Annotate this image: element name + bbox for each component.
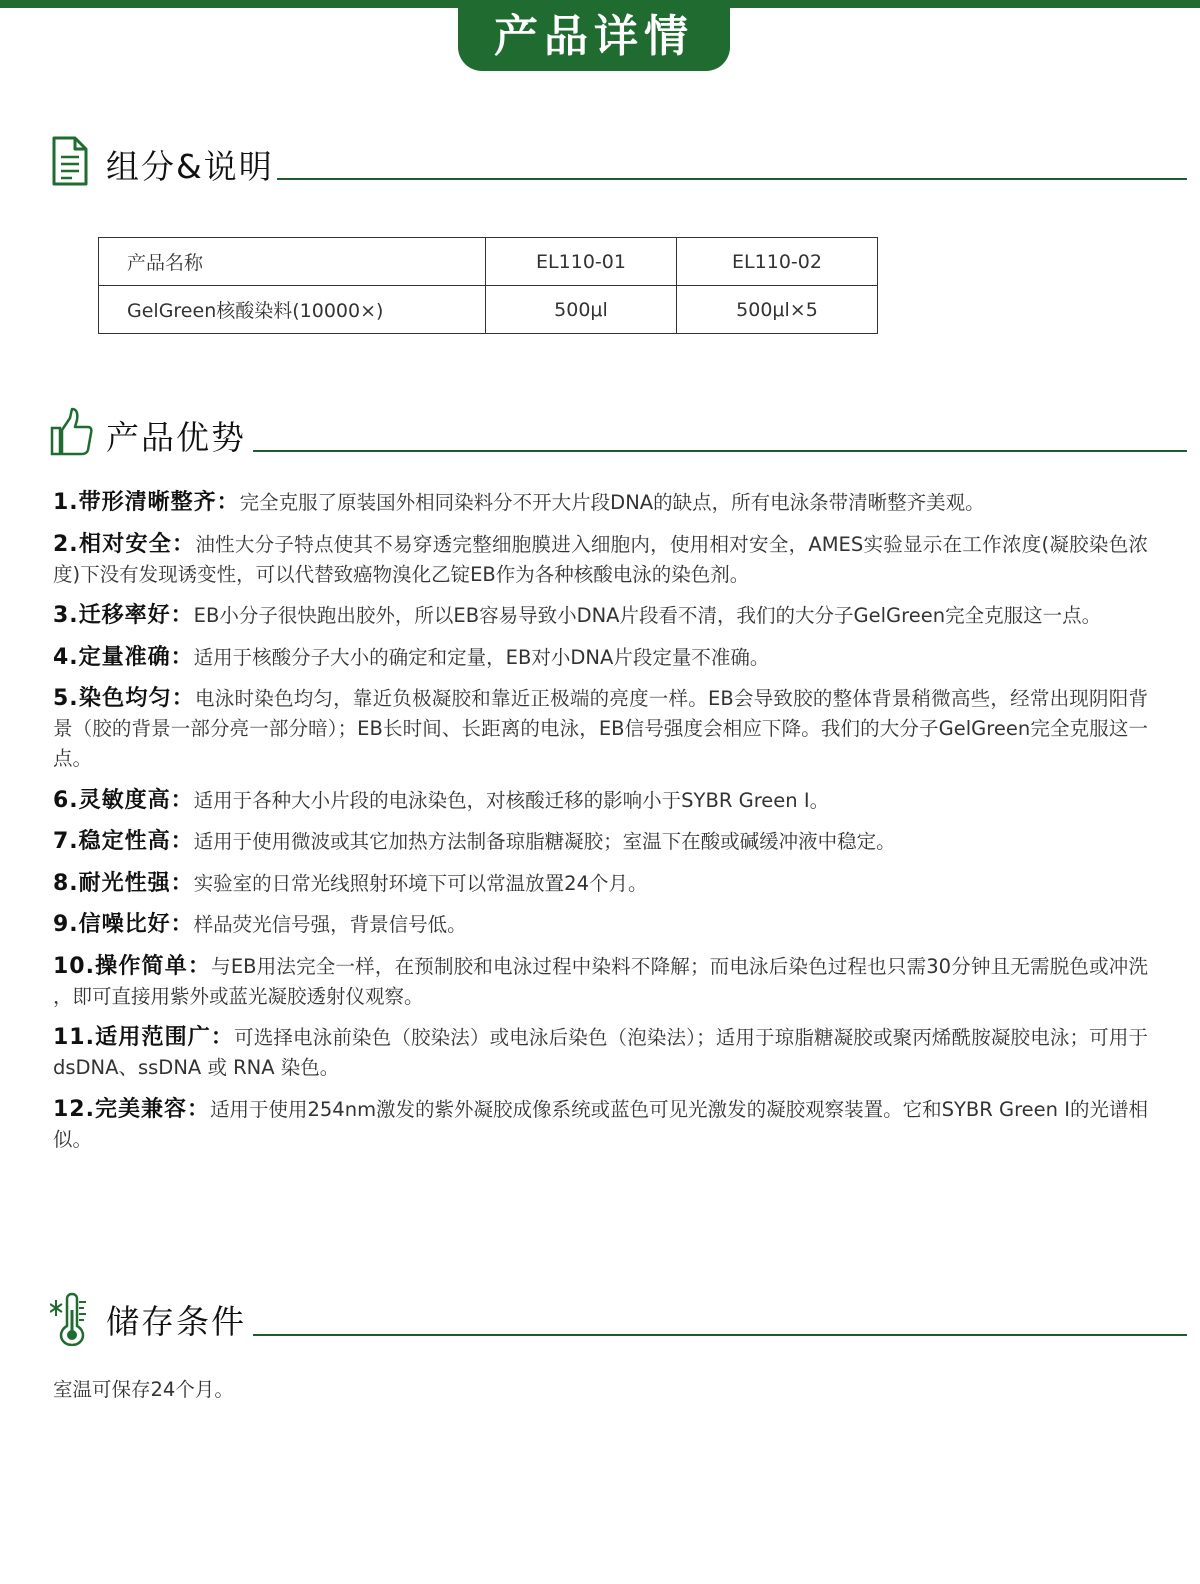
advantage-label: 2.相对安全： (53, 531, 196, 557)
section-divider (253, 450, 1187, 452)
advantage-text: 适用于使用微波或其它加热方法制备琼脂糖凝胶；室温下在酸或碱缓冲液中稳定。 (193, 830, 896, 853)
advantage-label: 9.信噪比好： (53, 912, 194, 937)
advantage-text: 适用于各种大小片段的电泳染色，对核酸迁移的影响小于SYBR Green I。 (193, 788, 830, 812)
section-header-components (50, 135, 1187, 195)
table-header-row (99, 238, 878, 286)
advantage-text: 适用于使用254nm激发的紫外凝胶成像系统或蓝色可见光激发的凝胶观察装置。它和SYBR Green I的光谱相似。 (53, 1097, 1148, 1151)
table-header-cell: 产品名称 (99, 238, 486, 286)
list-item (53, 601, 1148, 631)
advantage-text: 油性大分子特点使其不易穿透完整细胞膜进入细胞内，使用相对安全，AMES实验显示在工作浓度(凝胶染色浓度)下没有发现诱变性，可以代替致癌物溴化乙锭EB作为各种核酸电泳的染色剂。 (53, 532, 1148, 586)
advantage-text: 实验室的日常光线照射环境下可以常温放置24个月。 (193, 871, 648, 895)
table-cell: GelGreen核酸染料(10000×) (99, 286, 486, 334)
list-item (53, 1095, 1148, 1155)
advantage-label: 8.耐光性强： (53, 870, 194, 896)
advantage-text: 可选择电泳前染色（胶染法）或电泳后染色（泡染法）；适用于琼脂糖凝胶或聚丙烯酰胺凝胶电泳；可用于 dsDNA、ssDNA 或 RNA 染色。 (53, 1026, 1148, 1079)
section-header-storage (50, 1290, 1187, 1350)
list-item (53, 488, 1148, 518)
advantage-text: 与EB用法完全一样，在预制胶和电泳过程中染料不降解；而电泳后染色过程也只需30分钟且无需脱色或冲洗 ，即可直接用紫外或蓝光凝胶透射仪观察。 (53, 954, 1148, 1008)
advantage-text: 电泳时染色均匀，靠近负极凝胶和靠近正极端的亮度一样。EB会导致胶的整体背景稍微高些，经常出现阴阳背景（胶的背景一部分亮一部分暗）；EB长时间、长距离的电泳，EB信号强度会相应下降。我们的大分子GelGreen完全克服这一点。 (53, 687, 1148, 770)
advantage-label: 11.适用范围广： (53, 1025, 235, 1050)
advantage-label: 7.稳定性高： (53, 829, 194, 854)
advantage-text: 适用于核酸分子大小的确定和定量，EB对小DNA片段定量不准确。 (193, 645, 770, 669)
list-item (53, 530, 1148, 590)
advantage-text: EB小分子很快跑出胶外，所以EB容易导致小DNA片段看不清，我们的大分子GelGreen完全克服这一点。 (193, 604, 1102, 627)
section-title-advantages: 产品优势 (106, 418, 246, 457)
advantages-list (53, 488, 1148, 1166)
storage-description: 室温可保存24个月。 (53, 1378, 234, 1401)
product-spec-table (98, 237, 878, 334)
list-item (53, 910, 1148, 940)
advantage-label: 10.操作简单： (53, 953, 212, 979)
list-item (53, 684, 1148, 774)
advantage-label: 12.完美兼容： (53, 1096, 210, 1122)
advantage-text: 完全克服了原装国外相同染料分不开大片段DNA的缺点，所有电泳条带清晰整齐美观。 (239, 491, 985, 514)
advantage-label: 1.带形清晰整齐： (53, 490, 240, 515)
section-title-storage: 储存条件 (106, 1302, 246, 1341)
page-title-banner: 产品详情 (458, 0, 730, 71)
advantage-label: 3.迁移率好： (53, 603, 194, 628)
list-item (53, 952, 1148, 1012)
section-title-components: 组分&说明 (106, 147, 274, 186)
table-header-cell: EL110-02 (677, 238, 878, 286)
table-header-cell: EL110-01 (486, 238, 677, 286)
advantage-label: 6.灵敏度高： (53, 787, 194, 813)
list-item (53, 643, 1148, 673)
table-cell: 500μl×5 (677, 286, 878, 334)
document-icon (50, 135, 94, 191)
section-divider (277, 178, 1187, 180)
thermometer-snowflake-icon (50, 1290, 94, 1346)
table-cell: 500μl (486, 286, 677, 334)
section-divider (253, 1334, 1187, 1336)
advantage-label: 4.定量准确： (53, 644, 194, 670)
list-item (53, 786, 1148, 816)
list-item (53, 1023, 1148, 1083)
list-item (53, 869, 1148, 899)
advantage-label: 5.染色均匀： (53, 686, 196, 711)
advantage-text: 样品荧光信号强，背景信号低。 (193, 913, 467, 936)
section-header-advantages (50, 406, 1187, 466)
list-item (53, 827, 1148, 857)
thumbs-up-icon (50, 406, 94, 462)
table-row (99, 286, 878, 334)
